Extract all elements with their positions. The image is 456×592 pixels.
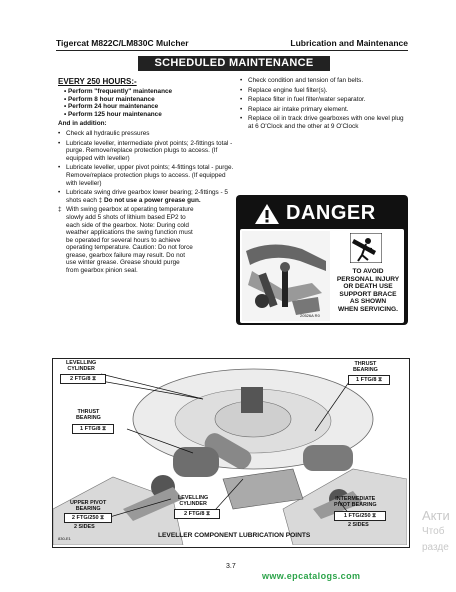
section-title: Lubrication and Maintenance bbox=[290, 38, 408, 48]
sides-label: 2 SIDES bbox=[74, 524, 95, 530]
danger-word: DANGER bbox=[286, 202, 376, 224]
addition-heading: And in addition: bbox=[58, 120, 107, 128]
task-item: • Replace oil in track drive gearboxes with one level plug at 6 O'Clock and the other at 9 O'Clock bbox=[240, 115, 404, 130]
schedule-item: • Perform "frequently" maintenance bbox=[64, 88, 234, 96]
task-item: • Replace engine fuel filter(s). bbox=[240, 86, 328, 94]
callout-levelling-cylinder: LEVELLING CYLINDER bbox=[178, 495, 209, 507]
callout-upper-pivot: UPPER PIVOT BEARING bbox=[70, 500, 107, 512]
task-item: • Check all hydraulic pressures bbox=[58, 129, 150, 137]
power-gun-warning: Do not use a power grease gun. bbox=[104, 196, 201, 204]
fitting-box: 2 FTG/8 ⧖ bbox=[174, 509, 220, 519]
fitting-box: 1 FTG/250 ⧖ bbox=[334, 511, 386, 521]
crush-hazard-icon bbox=[350, 233, 382, 263]
sides-label: 2 SIDES bbox=[348, 522, 369, 528]
task-item: • Replace filter in fuel filter/water separator. bbox=[240, 96, 366, 104]
diagram-caption: LEVELLER COMPONENT LUBRICATION POINTS bbox=[158, 532, 311, 539]
overlay-text: Акти Чтоб разде bbox=[422, 508, 450, 553]
diagram-code: 830-E1 bbox=[58, 536, 71, 541]
fitting-box: 1 FTG/8 ⧖ bbox=[348, 375, 390, 385]
watermark: www.epcatalogs.com bbox=[262, 571, 361, 581]
task-item: • Lubricate leveller, intermediate pivot points; 2-fittings total - purge. Remove/replace protection plugs to access. (If equipped with leveller) bbox=[58, 139, 233, 162]
manual-title: Tigercat M822C/LM830C Mulcher bbox=[56, 38, 189, 48]
interval-heading: EVERY 250 HOURS:- bbox=[58, 77, 137, 86]
schedule-item: • Perform 125 hour maintenance bbox=[64, 111, 234, 119]
support-brace-illustration bbox=[242, 231, 330, 321]
page-banner: SCHEDULED MAINTENANCE bbox=[138, 56, 330, 71]
fitting-box: 2 FTG/8 ⧖ bbox=[60, 374, 106, 384]
fitting-box: 1 FTG/8 ⧖ bbox=[72, 424, 114, 434]
page-number: 3.7 bbox=[226, 563, 236, 570]
callout-levelling-cylinder: LEVELLING CYLINDER bbox=[66, 360, 97, 372]
schedule-item: • Perform 24 hour maintenance bbox=[64, 103, 234, 111]
task-item: • Lubricate swing drive gearbox lower bearing; 2-fittings - 5 shots each ‡ Do not use a power grease gun. bbox=[58, 189, 228, 204]
danger-message: TO AVOID PERSONAL INJURY OR DEATH USE SUPPORT BRACE AS SHOWN WHEN SERVICING. bbox=[336, 268, 400, 313]
warning-triangle-icon bbox=[254, 203, 280, 225]
callout-intermediate-pivot: INTERMEDIATE PIVOT BEARING bbox=[334, 496, 377, 508]
gearbox-note: ‡ With swing gearbox at operating temperature slowly add 5 shots of lithium based EP2 to each side of the gearbox. Note: During cold weather applications the swing function must be operated for several hours to achieve operating temperature. Caution: Do not force grease, gearbox failure may result. Do not use winter grease. Grease should purge from gearbox pinion seal. bbox=[58, 206, 194, 275]
task-item: • Replace air intake primary element. bbox=[240, 105, 349, 113]
left-column bbox=[58, 77, 234, 275]
callout-thrust-bearing: THRUST BEARING bbox=[76, 409, 101, 421]
callout-thrust-bearing: THRUST BEARING bbox=[353, 361, 378, 373]
task-item: • Check condition and tension of fan belts. bbox=[240, 77, 364, 84]
header-rule bbox=[56, 50, 408, 51]
right-column bbox=[240, 77, 406, 133]
schedule-item: • Perform 8 hour maintenance bbox=[64, 96, 234, 104]
fitting-box: 2 FTG/250 ⧖ bbox=[64, 513, 112, 523]
danger-code: 20526A R0 bbox=[300, 313, 320, 318]
task-item: • Lubricate leveller, upper pivot points; 4-fittings total - purge. Remove/replace protection plugs to access. (If equipped with leveller) bbox=[58, 164, 234, 187]
